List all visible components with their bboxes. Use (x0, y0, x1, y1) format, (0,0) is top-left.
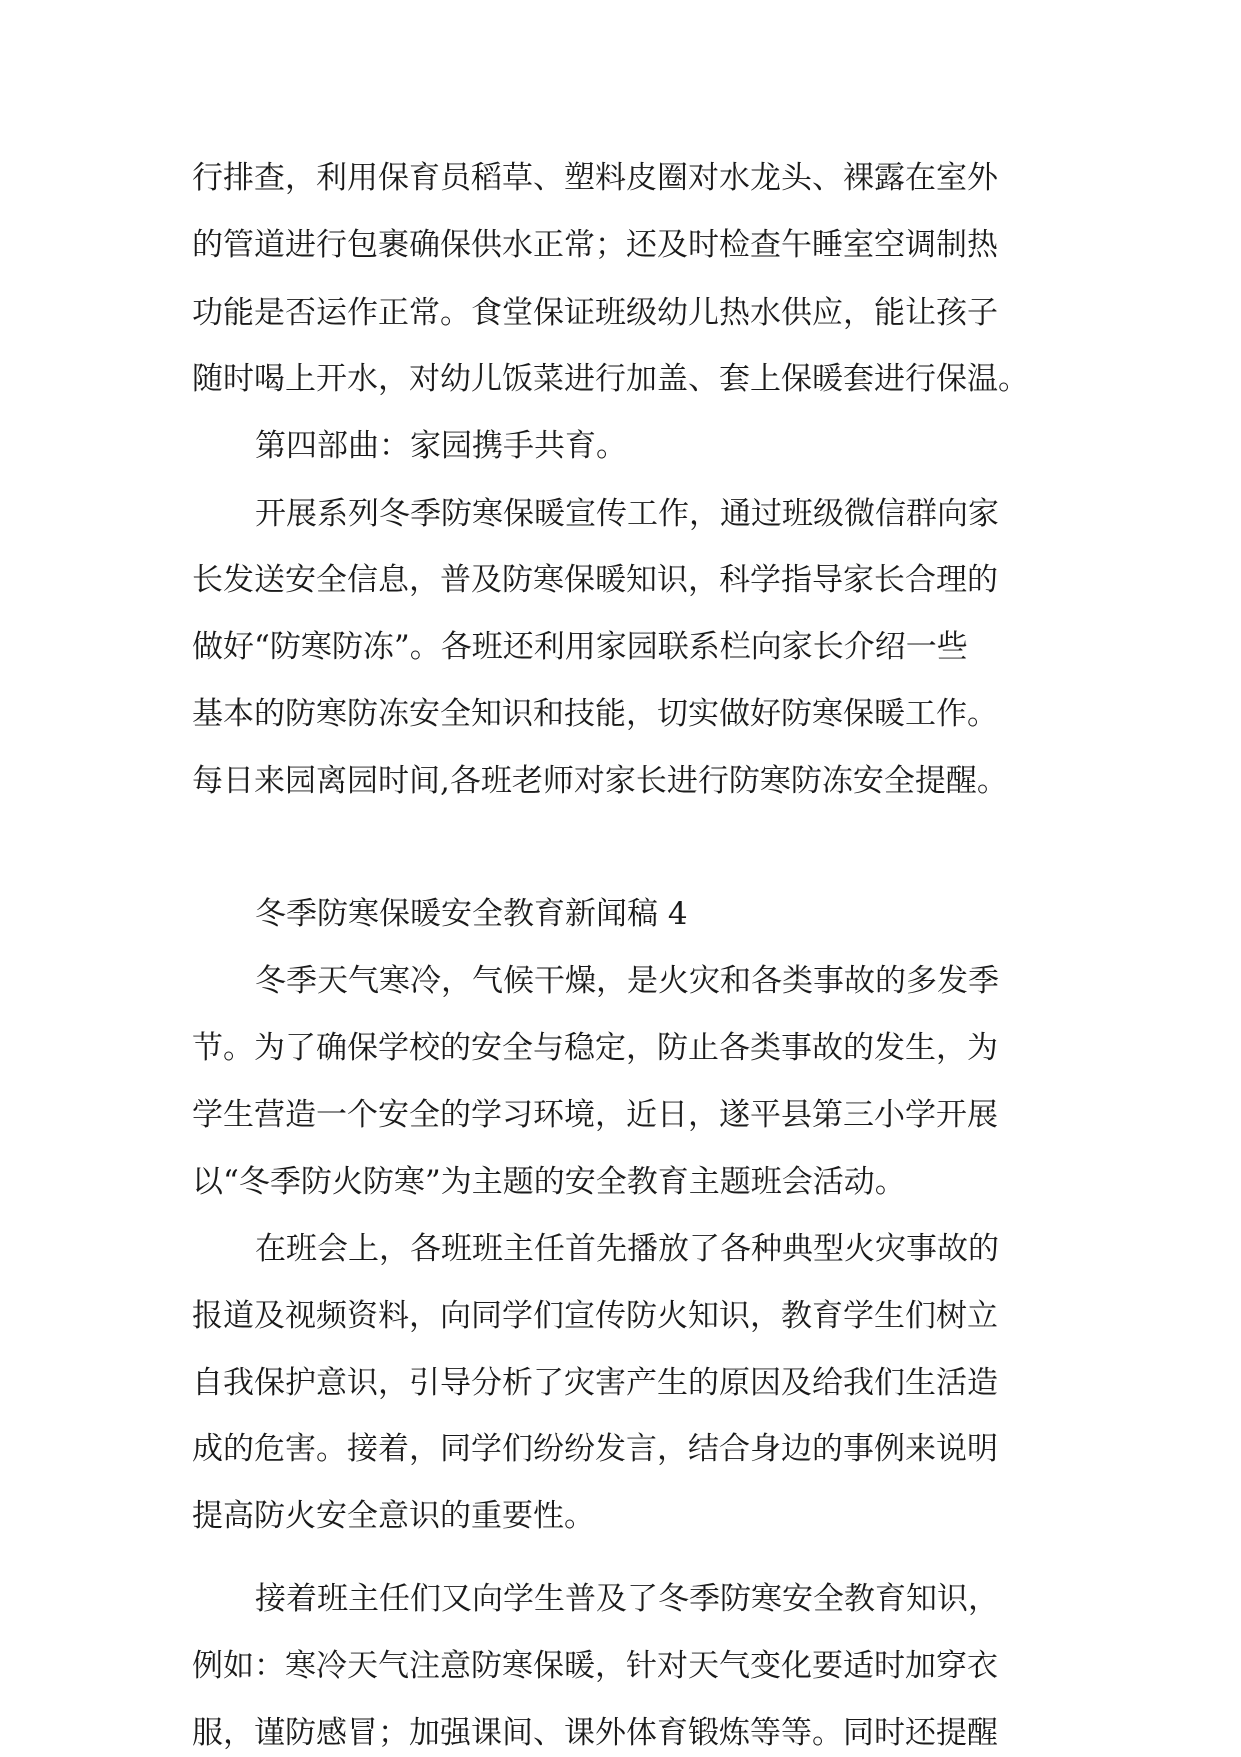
text-line: 开展系列冬季防寒保暖宣传工作，通过班级微信群向家 (255, 496, 999, 532)
text-line: 节。为了确保学校的安全与稳定，防止各类事故的发生，为 (192, 1030, 998, 1066)
section-heading: 第四部曲：家园携手共育。 (255, 428, 627, 464)
text-line: 长发送安全信息，普及防寒保暖知识，科学指导家长合理的 (192, 562, 998, 598)
text-line: 的管道进行包裹确保供水正常；还及时检查午睡室空调制热 (192, 227, 998, 263)
text-line: 每日来园离园时间,各班老师对家长进行防寒防冻安全提醒。 (192, 763, 1008, 799)
article-title: 冬季防寒保暖安全教育新闻稿 4 (255, 896, 688, 932)
text-line: 基本的防寒防冻安全知识和技能，切实做好防寒保暖工作。 (192, 696, 998, 732)
text-line: 成的危害。接着，同学们纷纷发言，结合身边的事例来说明 (192, 1431, 998, 1467)
text-line: 行排查，利用保育员稻草、塑料皮圈对水龙头、裸露在室外 (192, 160, 998, 196)
text-line: 学生营造一个安全的学习环境，近日，遂平县第三小学开展 (192, 1097, 998, 1133)
text-line: 服，谨防感冒；加强课间、课外体育锻炼等等。同时还提醒 (192, 1715, 998, 1751)
text-line: 在班会上，各班班主任首先播放了各种典型火灾事故的 (255, 1231, 999, 1267)
text-line: 冬季天气寒冷，气候干燥，是火灾和各类事故的多发季 (255, 963, 999, 999)
text-line: 提高防火安全意识的重要性。 (192, 1498, 595, 1534)
text-line: 做好“防寒防冻”。各班还利用家园联系栏向家长介绍一些 (192, 629, 968, 665)
text-line: 例如：寒冷天气注意防寒保暖，针对天气变化要适时加穿衣 (192, 1648, 998, 1684)
text-line: 报道及视频资料，向同学们宣传防火知识，教育学生们树立 (192, 1298, 998, 1334)
text-line: 随时喝上开水，对幼儿饭菜进行加盖、套上保暖套进行保温。 (192, 361, 1029, 397)
text-line: 自我保护意识，引导分析了灾害产生的原因及给我们生活造 (192, 1365, 998, 1401)
text-line: 功能是否运作正常。食堂保证班级幼儿热水供应，能让孩子 (192, 295, 998, 331)
text-line: 接着班主任们又向学生普及了冬季防寒安全教育知识， (255, 1581, 999, 1617)
text-line: 以“冬季防火防寒”为主题的安全教育主题班会活动。 (192, 1164, 906, 1200)
